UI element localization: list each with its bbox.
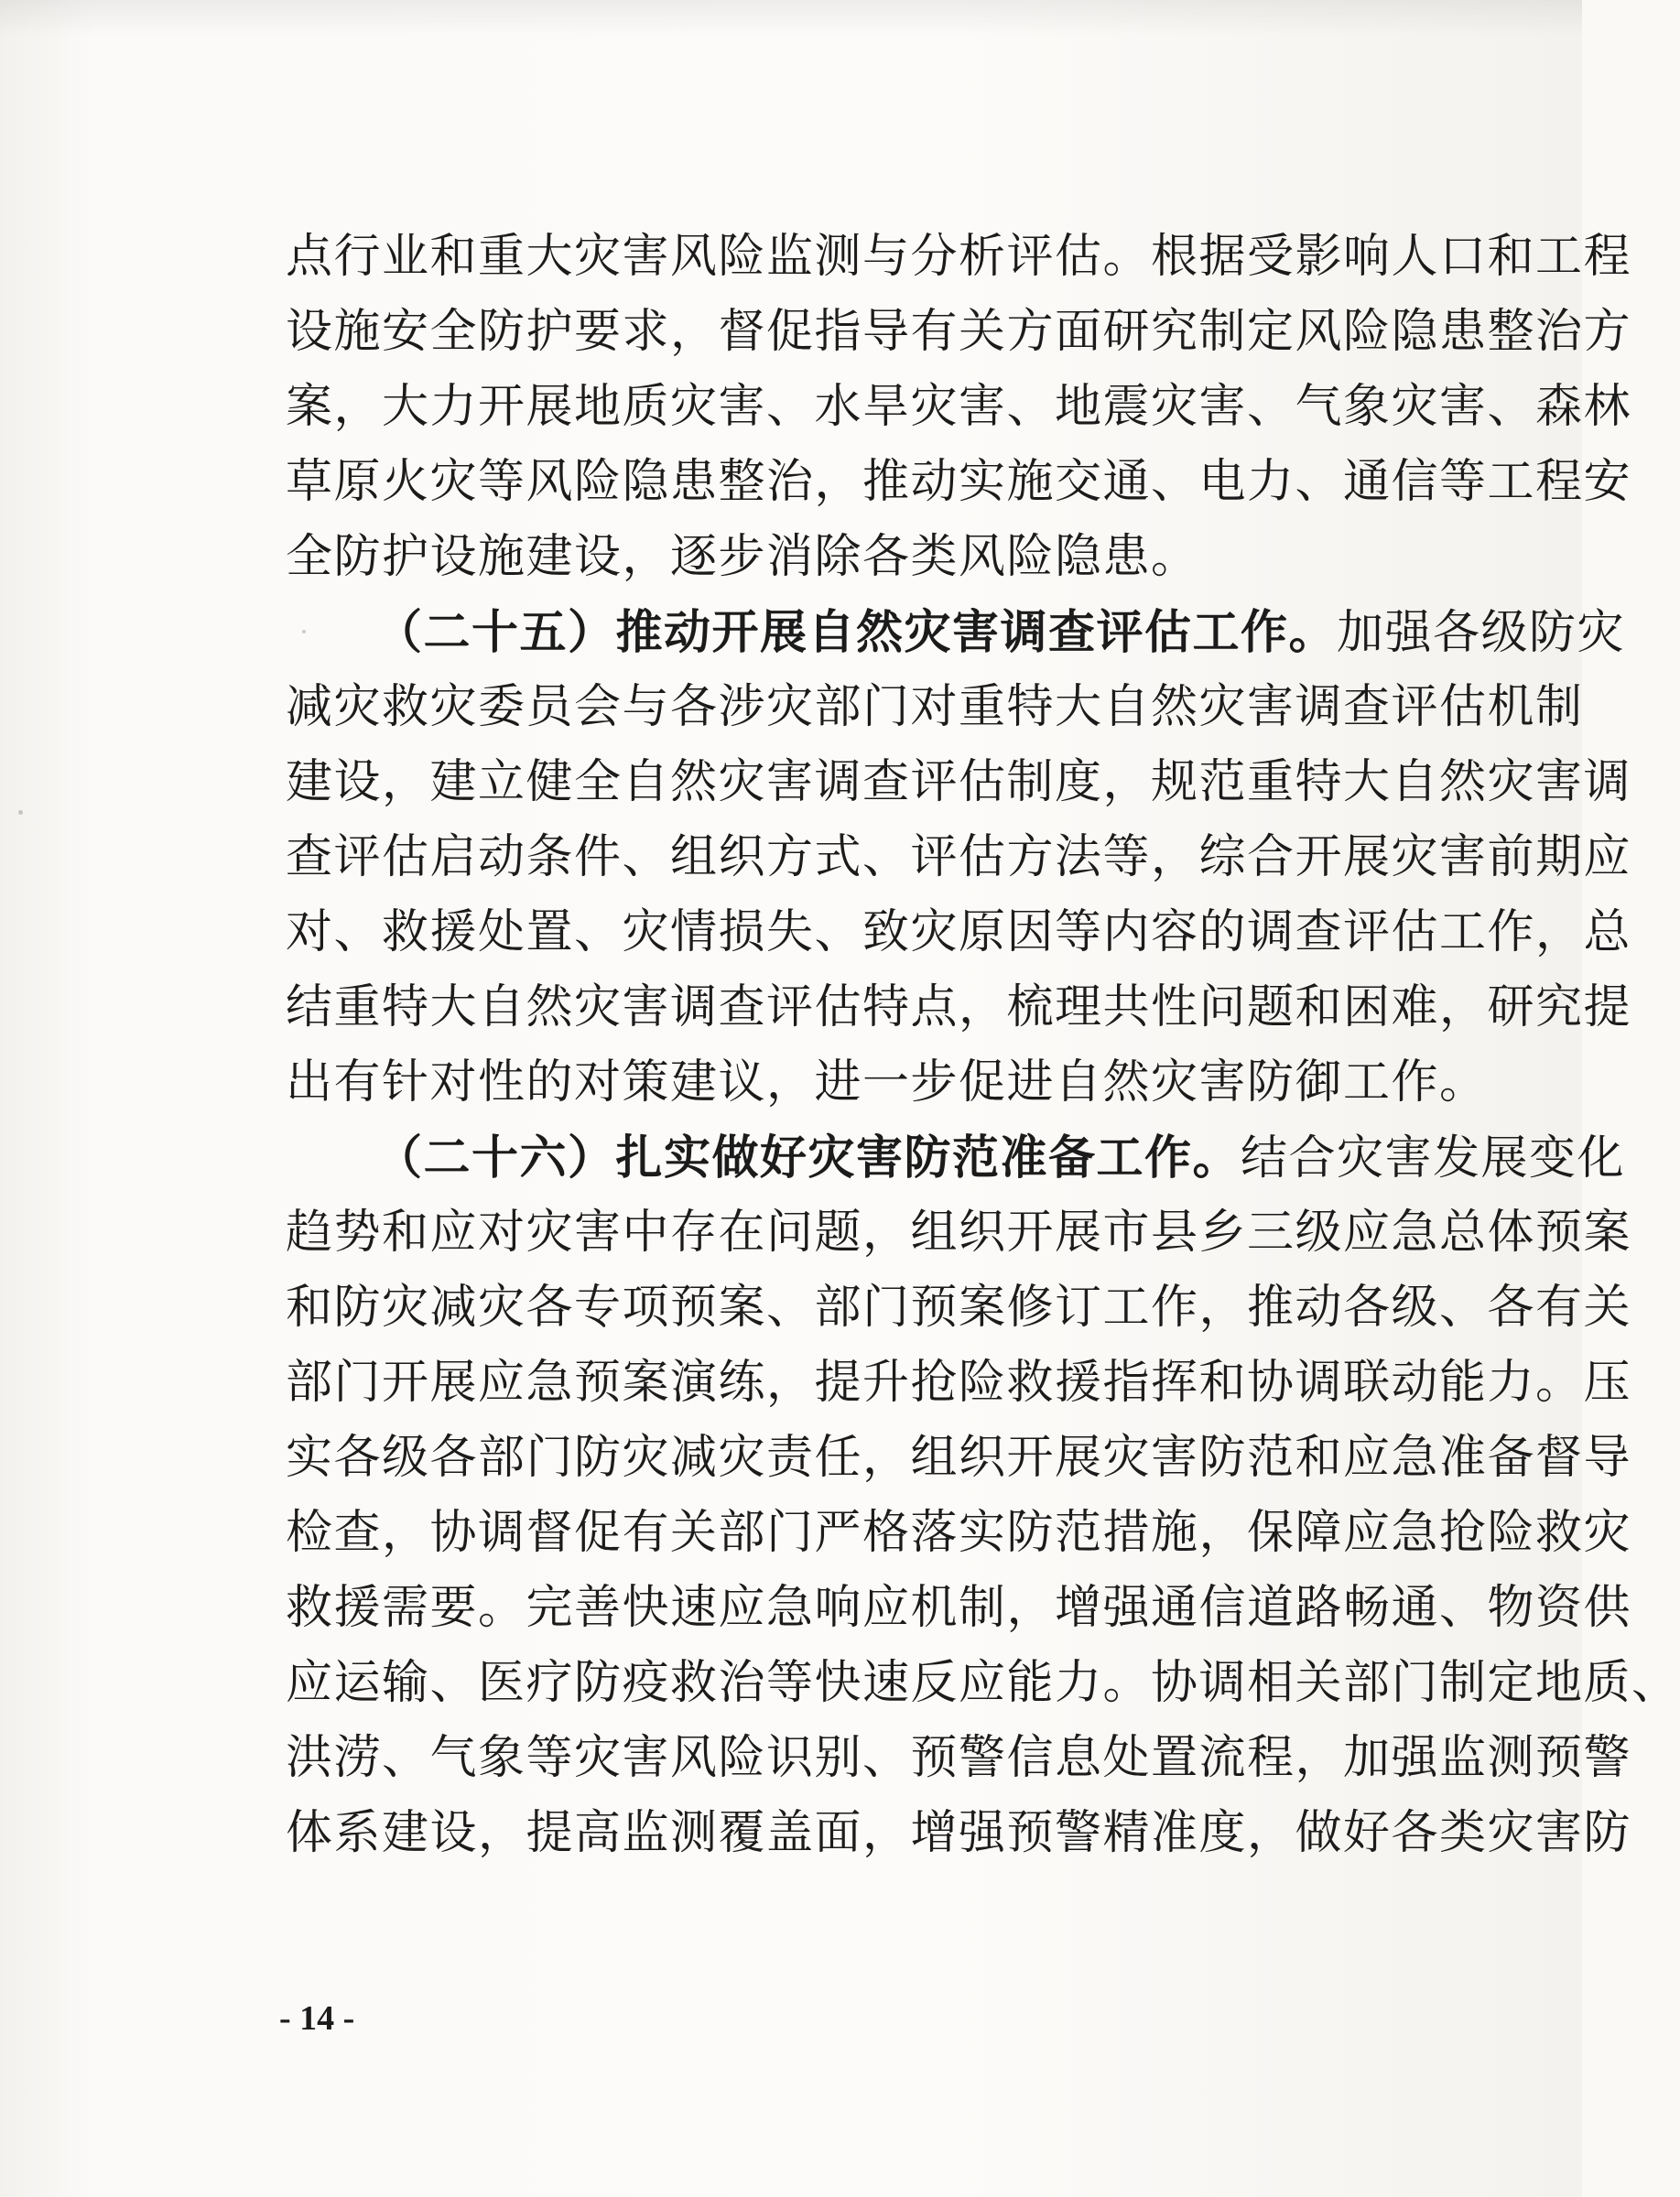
paragraph-line: 检查，协调督促有关部门严格落实防范措施，保障应急抢险救灾 (286, 1506, 1632, 1560)
scan-shadow (0, 0, 1582, 37)
section-26-heading: （二十六）扎实做好灾害防范准备工作。 (375, 1131, 1241, 1185)
paragraph-line: 结重特大自然灾害调查评估特点，梳理共性问题和困难，研究提 (286, 980, 1632, 1034)
paragraph-line: 建设，建立健全自然灾害调查评估制度，规范重特大自然灾害调 (286, 755, 1632, 809)
paragraph-line: 设施安全防护要求，督促指导有关方面研究制定风险隐患整治方 (286, 305, 1632, 359)
section-25-heading: （二十五）推动开展自然灾害调查评估工作。 (375, 605, 1338, 660)
scan-speck (302, 630, 306, 633)
paragraph-line: 查评估启动条件、组织方式、评估方法等，综合开展灾害前期应 (286, 830, 1632, 884)
paragraph-line: 应运输、医疗防疫救治等快速反应能力。协调相关部门制定地质、 (286, 1656, 1680, 1710)
paragraph-line: 洪涝、气象等灾害风险识别、预警信息处置流程，加强监测预警 (286, 1731, 1632, 1785)
section-26-first-line (375, 1120, 1626, 1196)
paragraph-line: 和防灾减灾各专项预案、部门预案修订工作，推动各级、各有关 (286, 1281, 1632, 1335)
paragraph-line: 减灾救灾委员会与各涉灾部门对重特大自然灾害调查评估机制 (286, 680, 1584, 734)
paragraph-line: 全防护设施建设，逐步消除各类风险隐患。 (286, 530, 1199, 584)
paragraph-line: 对、救援处置、灾情损失、致灾原因等内容的调查评估工作，总 (286, 905, 1632, 959)
paragraph-line: 趋势和应对灾害中存在问题，组织开展市县乡三级应急总体预案 (286, 1206, 1632, 1260)
section-26-first-line-text: 结合灾害发展变化 (1241, 1131, 1626, 1185)
paragraph-line: 救援需要。完善快速应急响应机制，增强通信道路畅通、物资供 (286, 1581, 1632, 1635)
paragraph-line: 体系建设，提高监测覆盖面，增强预警精准度，做好各类灾害防 (286, 1806, 1632, 1860)
paragraph-line: 案，大力开展地质灾害、水旱灾害、地震灾害、气象灾害、森林 (286, 380, 1632, 434)
page-number: - 14 - (279, 1999, 355, 2038)
paragraph-line: 草原火灾等风险隐患整治，推动实施交通、电力、通信等工程安 (286, 455, 1632, 509)
paragraph-line: 实各级各部门防灾减灾责任，组织开展灾害防范和应急准备督导 (286, 1431, 1632, 1485)
paragraph-line: 点行业和重大灾害风险监测与分析评估。根据受影响人口和工程 (286, 230, 1632, 284)
paragraph-line: 部门开展应急预案演练，提升抢险救援指挥和协调联动能力。压 (286, 1356, 1632, 1410)
section-25-first-line-text: 加强各级防灾 (1337, 606, 1626, 660)
scan-speck (18, 810, 23, 815)
section-25-first-line (375, 595, 1626, 670)
paragraph-line: 出有针对性的对策建议，进一步促进自然灾害防御工作。 (286, 1055, 1488, 1109)
